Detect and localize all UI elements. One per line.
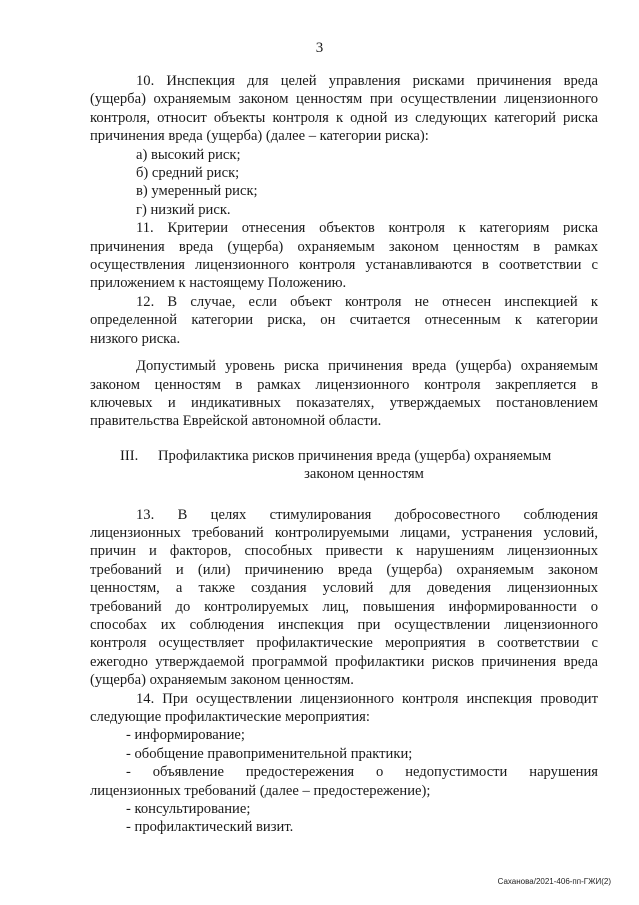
text-line: ключевых и индикативных показателях, утверждаемых постановлением: [90, 394, 598, 411]
text-line: 11. Критерии отнесения объектов контроля к категориям риска: [136, 220, 598, 237]
list-item: - профилактический визит.: [126, 819, 294, 836]
text-line: требований и (или) причинению вреда (ущерба) охраняемым законом: [90, 561, 598, 578]
text-line: следующие профилактические мероприятия:: [90, 709, 370, 725]
text-line: причинения вреда (ущерба) охраняемым законом ценностям в рамках: [90, 238, 598, 255]
text-line: определенной категории риска, он считается отнесенным к категории: [90, 312, 598, 329]
text-line: правительства Еврейской автономной области.: [90, 413, 382, 430]
list-item: - обобщение правоприменительной практики;: [126, 745, 413, 762]
paragraph-10: [90, 72, 598, 146]
list-item: а) высокий риск;: [136, 146, 241, 163]
list-item-continuation: лицензионных требований (далее – предостережение);: [90, 782, 431, 799]
section-heading: [120, 447, 598, 484]
document-body: [90, 72, 598, 837]
text-line: причинения вреда (ущерба) (далее – категории риска):: [90, 128, 429, 145]
text-line: требований до контролируемых лиц, повышения информированности о: [90, 598, 598, 615]
text-line: (ущерба) охраняемым законом ценностям.: [90, 672, 354, 689]
text-line: ценностям, а также создания условий для доведения лицензионных: [90, 580, 598, 597]
text-line: осуществления лицензионного контроля устанавливаются в соответствии с: [90, 257, 598, 274]
text-line: контроля осуществляет профилактические мероприятия в соответствии с: [90, 635, 598, 652]
list-item: г) низкий риск.: [136, 201, 231, 218]
text-line: Допустимый уровень риска причинения вреда (ущерба) охраняемым: [136, 358, 598, 375]
text-line: законом ценностям в рамках лицензионного контроля закрепляется в: [90, 376, 598, 393]
section-number: III.: [120, 447, 139, 464]
section-title-line: законом ценностям: [304, 466, 424, 483]
paragraph-14: [90, 690, 598, 727]
text-line: ежегодно утверждаемой программой профилактики рисков причинения вреда: [90, 653, 598, 670]
text-line: (ущерба) охраняемым законом ценностям при осуществлении лицензионного: [90, 91, 598, 108]
list-item: - информирование;: [126, 727, 245, 744]
paragraph-11: [90, 219, 598, 293]
paragraph-13: [90, 506, 598, 690]
document-reference: Саханова/2021-406-пп-ГЖИ(2): [497, 877, 611, 886]
text-line: 10. Инспекция для целей управления рисками причинения вреда: [136, 73, 598, 89]
risk-category-list: [90, 146, 598, 220]
paragraph-gap: [90, 348, 598, 357]
preventive-measures-list: [90, 726, 598, 836]
list-item: б) средний риск;: [136, 165, 240, 182]
text-line: способах их соблюдения инспекция при осуществлении лицензионного: [90, 616, 598, 633]
section-title-line: Профилактика рисков причинения вреда (ущерба) охраняемым: [158, 447, 552, 464]
text-line: 14. При осуществлении лицензионного контроля инспекция проводит: [136, 690, 598, 707]
text-line: контроля, относит объекты контроля к одной из следующих категорий риска: [90, 109, 598, 126]
text-line: низкого риска.: [90, 330, 181, 347]
text-line: 13. В целях стимулирования добросовестного соблюдения: [136, 506, 598, 523]
text-line: лицензионных требований контролируемыми лицами, устранения условий,: [90, 524, 598, 541]
paragraph-12: [90, 293, 598, 348]
heading-gap: [90, 484, 598, 506]
text-line: 12. В случае, если объект контроля не отнесен инспекцией к: [136, 293, 598, 310]
list-item: - консультирование;: [126, 801, 251, 818]
list-item: в) умеренный риск;: [136, 183, 258, 200]
text-line: причин и факторов, способных привести к нарушениям лицензионных: [90, 543, 598, 560]
text-line: приложением к настоящему Положению.: [90, 275, 347, 292]
page-number: 3: [315, 40, 324, 56]
list-item: - объявление предостережения о недопустимости нарушения: [126, 764, 598, 781]
paragraph-acceptable-risk: [90, 357, 598, 431]
